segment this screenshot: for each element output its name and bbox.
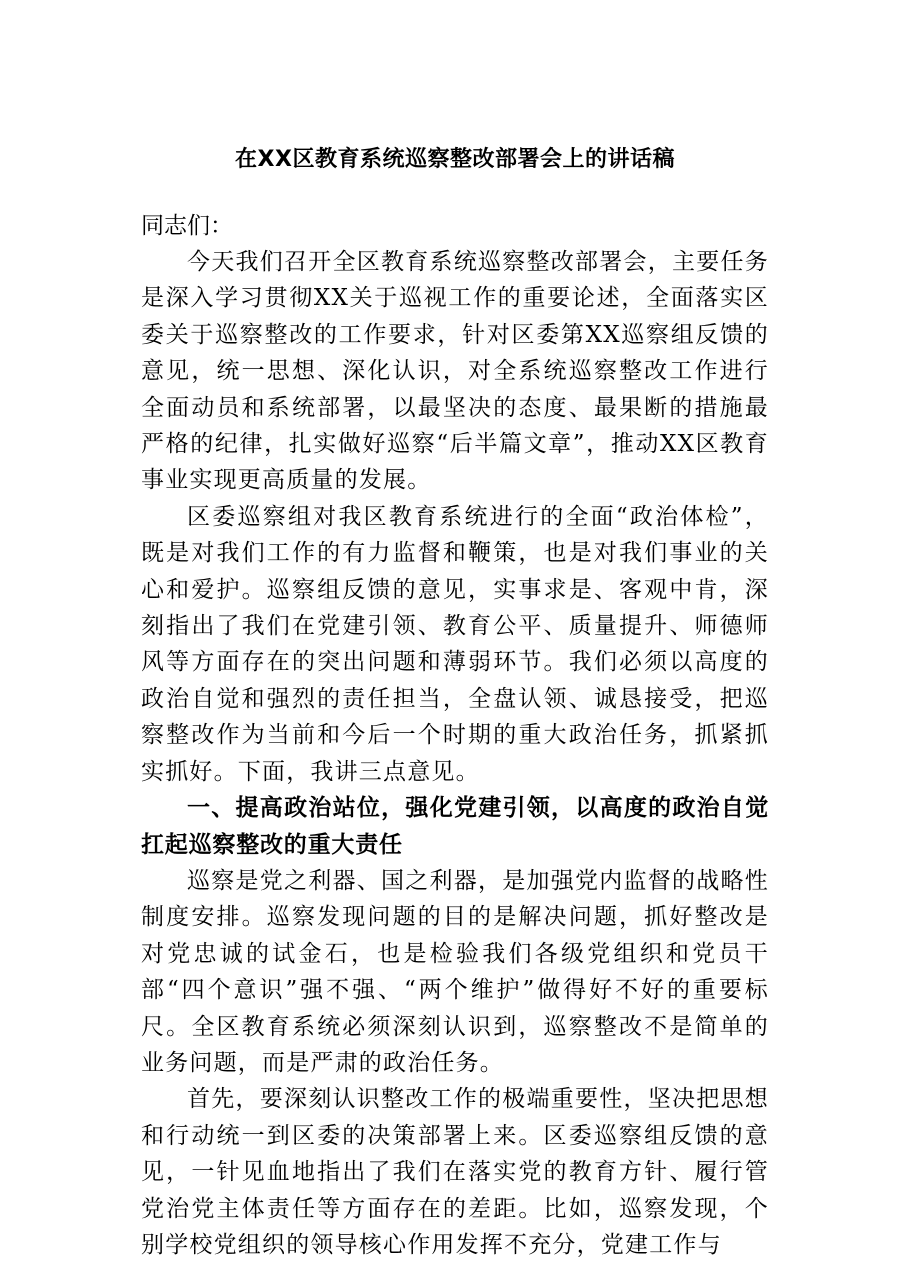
document-body (141, 140, 769, 1263)
salutation: 同志们： (141, 213, 233, 239)
paragraph-1: 今天我们召开全区教育系统巡察整改部署会，主要任务是深入学习贯彻XX关于巡视工作的重要论述，全面落实区委关于巡察整改的工作要求，针对区委第XX巡察组反馈的意见，统一思想、深化认识，对全系统巡察整改工作进行全面动员和系统部署，以最坚决的态度、最果断的措施最严格的纪律，扎实做好巡察“后半篇文章”，推动XX区教育事业实现更高质量的发展。 (141, 249, 769, 494)
document-title: 在XX区教育系统巡察整改部署会上的讲话稿 (235, 147, 675, 172)
paragraph-2: 区委巡察组对我区教育系统进行的全面“政治体检”，既是对我们工作的有力监督和鞭策，也是对我们事业的关心和爱护。巡察组反馈的意见，实事求是、客观中肯，深刻指出了我们在党建引领、教育公平、质量提升、师德师风等方面存在的突出问题和薄弱环节。我们必须以高度的政治自觉和强烈的责任担当，全盘认领、诚恳接受，把巡察整改作为当前和今后一个时期的重大政治任务，抓紧抓实抓好。下面，我讲三点意见。 (141, 503, 769, 785)
paragraph-3: 巡察是党之利器、国之利器，是加强党内监督的战略性制度安排。巡察发现问题的目的是解决问题，抓好整改是对党忠诚的试金石，也是检验我们各级党组织和党员干部“四个意识”强不强、“两个维护”做得好不好的重要标尺。全区教育系统必须深刻认识到，巡察整改不是简单的业务问题，而是严肃的政治任务。 (141, 867, 769, 1076)
paragraph-4: 首先，要深刻认识整改工作的极端重要性，坚决把思想和行动统一到区委的决策部署上来。区委巡察组反馈的意见，一针见血地指出了我们在落实党的教育方针、履行管党治党主体责任等方面存在的差距。比如，巡察发现，个别学校党组织的领导核心作用发挥不充分，党建工作与 (141, 1086, 769, 1258)
section-heading-1: 一、提高政治站位，强化党建引领，以高度的政治自觉扛起巡察整改的重大责任 (141, 795, 769, 858)
